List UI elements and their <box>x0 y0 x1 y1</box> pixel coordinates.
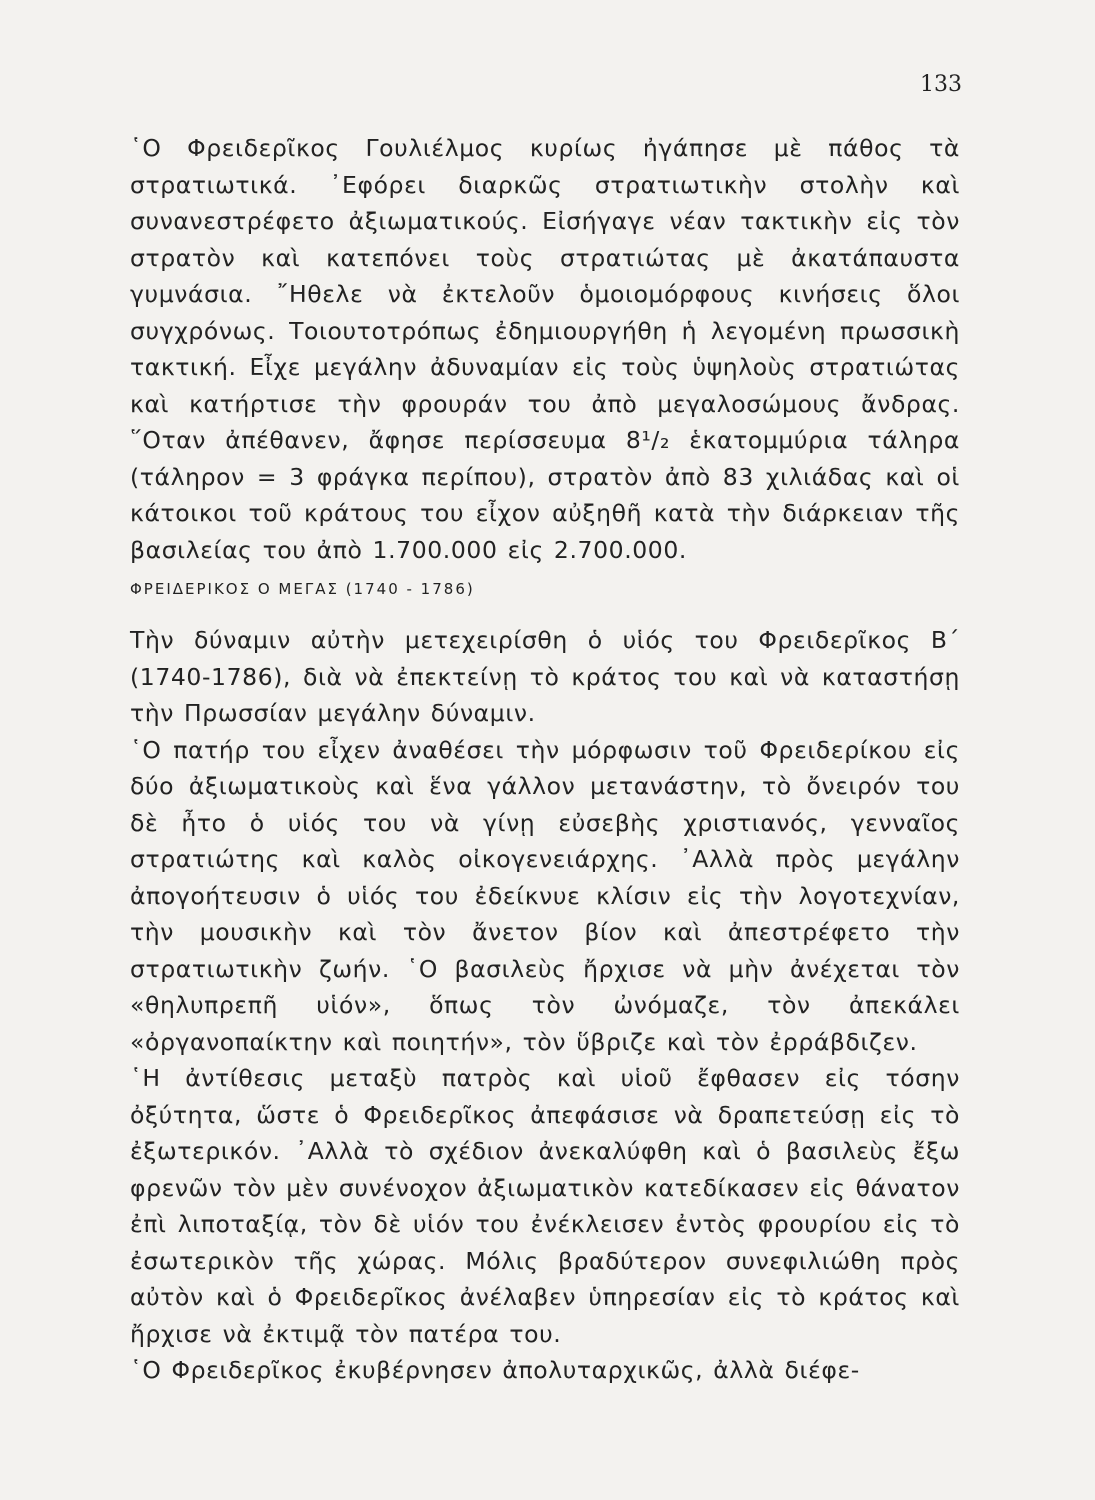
paragraph: ῾Ο Φρειδερῖκος ἐκυβέρνησεν ἀπολυταρχικῶς, ἀλλὰ διέφε- <box>130 1356 860 1384</box>
paragraph: Τὴν δύναμιν αὐτὴν μετεχειρίσθη ὁ υἱός του Φρειδερῖκος Β΄ (1740-1786), διὰ νὰ ἐπεκτείνῃ τὸ κράτος του καὶ νὰ καταστήσῃ τὴν Πρωσσίαν μεγάλην δύναμιν. <box>130 626 960 727</box>
paragraph: ῾Ο πατήρ του εἶχεν ἀναθέσει τὴν μόρφωσιν τοῦ Φρειδερίκου εἰς δύο ἀξιωματικοὺς καὶ ἕνα γάλλον μετανάστην, τὸ ὄνειρόν του δὲ ἦτο ὁ υἱός του νὰ γίνῃ εὐσεβὴς χριστιανός, γενναῖος στρατιώτης καὶ καλὸς οἰκογενειάρχης. ᾿Αλλὰ πρὸς μεγάλην ἀπογοήτευσιν ὁ υἱός του ἐδείκνυε κλίσιν εἰς τὴν λογοτεχνίαν, τὴν μουσικὴν καὶ τὸν ἄνετον βίον καὶ ἀπεστρέφετο τὴν στρατιωτικὴν ζωήν. ῾Ο βασιλεὺς ἤρχισε νὰ μὴν ἀνέχεται τὸν «θηλυπρεπῆ υἱόν», ὅπως τὸν ὠνόμαζε, τὸν ἀπεκάλει «ὀργανοπαίκτην καὶ ποιητήν», τὸν ὕβριζε καὶ τὸν ἐρράβδιζεν. <box>130 735 960 1056</box>
paragraph: ῾Η ἀντίθεσις μεταξὺ πατρὸς καὶ υἱοῦ ἔφθασεν εἰς τόσην ὀξύτητα, ὥστε ὁ Φρειδερῖκος ἀπεφάσισε νὰ δραπετεύσῃ εἰς τὸ ἐξωτερικόν. ᾿Αλλὰ τὸ σχέδιον ἀνεκαλύφθη καὶ ὁ βασιλεὺς ἔξω φρενῶν τὸν μὲν συνένοχον ἀξιωματικὸν κατεδίκασεν εἰς θάνατον ἐπὶ λιποταξίᾳ, τὸν δὲ υἱόν του ἐνέκλεισεν ἐντὸς φρουρίου εἰς τὸ ἐσωτερικὸν τῆς χώρας. Μόλις βραδύτερον συνεφιλιώθη πρὸς αὐτὸν καὶ ὁ Φρειδερῖκος ἀνέλαβεν ὑπηρεσίαν εἰς τὸ κράτος καὶ ἤρχισε νὰ ἐκτιμᾷ τὸν πατέρα του. <box>130 1064 960 1348</box>
section-heading: ΦΡΕΙΔΕΡΙΚΟΣ Ο ΜΕΓΑΣ (1740 - 1786) <box>130 580 475 598</box>
section-frederick-the-great <box>130 622 960 1389</box>
section-intro <box>130 130 960 568</box>
page-number: 133 <box>920 72 962 97</box>
paragraph: ῾Ο Φρειδερῖκος Γουλιέλμος κυρίως ἠγάπησε μὲ πάθος τὰ στρατιωτικά. ᾿Εφόρει διαρκῶς στρατιωτικὴν στολὴν καὶ συνανεστρέφετο ἀξιωματικούς. Εἰσήγαγε νέαν τακτικὴν εἰς τὸν στρατὸν καὶ κατεπόνει τοὺς στρατιώτας μὲ ἀκατάπαυστα γυμνάσια. ῎Ηθελε νὰ ἐκτελοῦν ὁμοιομόρφους κινήσεις ὅλοι συγχρόνως. Τοιουτοτρόπως ἐδημιουργήθη ἡ λεγομένη πρωσσικὴ τακτική. Εἶχε μεγάλην ἀδυναμίαν εἰς τοὺς ὑψηλοὺς στρατιώτας καὶ κατήρτισε τὴν φρουράν του ἀπὸ μεγαλοσώμους ἄνδρας. ῞Οταν ἀπέθανεν, ἄφησε περίσσευμα 8¹/₂ ἑκατομμύρια τάληρα (τάληρον = 3 φράγκα περίπου), στρατὸν ἀπὸ 83 χιλιάδας καὶ οἱ κάτοικοι τοῦ κράτους του εἶχον αὐξηθῆ κατὰ τὴν διάρκειαν τῆς βασιλείας του ἀπὸ 1.700.000 εἰς 2.700.000. <box>130 134 960 564</box>
